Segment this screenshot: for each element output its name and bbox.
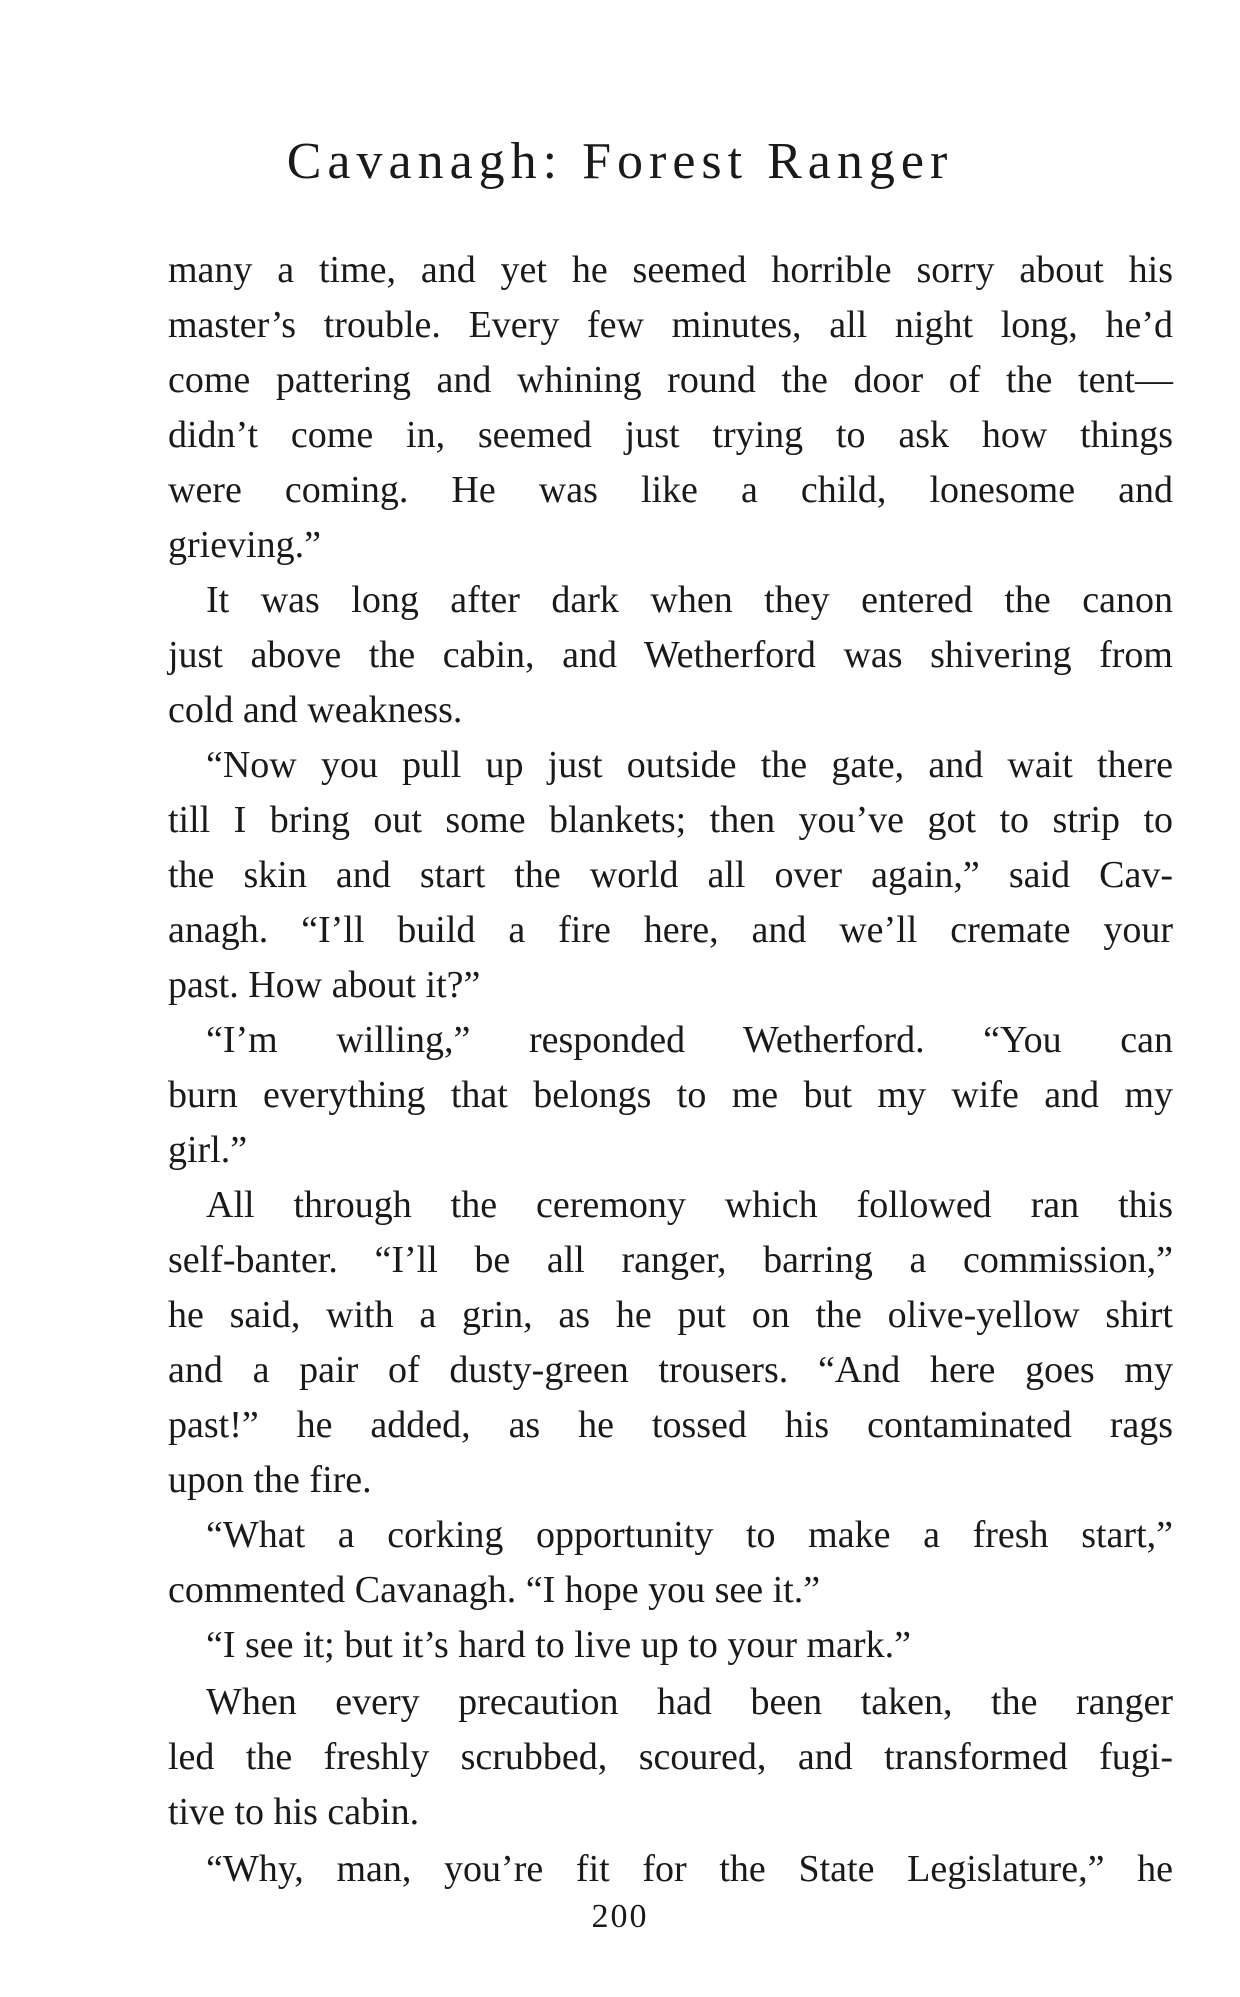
text-line: the skin and start the world all over again,” said Cav- (168, 854, 1173, 896)
running-head: Cavanagh: Forest Ranger (286, 133, 954, 190)
text-line: girl.” (168, 1129, 248, 1171)
text-line: master’s trouble. Every few minutes, all night long, he’d (168, 304, 1173, 346)
text-line: burn everything that belongs to me but my wife and my (168, 1074, 1173, 1116)
text-line: cold and weakness. (168, 689, 463, 731)
text-line: commented Cavanagh. “I hope you see it.” (168, 1569, 821, 1611)
text-line: many a time, and yet he seemed horrible sorry about his (168, 249, 1173, 291)
text-line: till I bring out some blankets; then you’ve got to strip to (168, 799, 1173, 841)
text-line: “I see it; but it’s hard to live up to your mark.” (206, 1624, 911, 1666)
text-line: All through the ceremony which followed ran this (206, 1184, 1173, 1226)
text-line: didn’t come in, seemed just trying to ask how things (168, 414, 1173, 456)
text-line: he said, with a grin, as he put on the olive-yellow shirt (168, 1294, 1173, 1336)
text-line: self-banter. “I’ll be all ranger, barring a commission,” (168, 1239, 1173, 1281)
page-number: 200 (591, 1898, 649, 1935)
text-line: led the freshly scrubbed, scoured, and transformed fugi- (168, 1736, 1173, 1778)
text-line: grieving.” (168, 524, 322, 566)
text-line: past. How about it?” (168, 964, 481, 1006)
text-line: come pattering and whining round the door of the tent— (168, 359, 1173, 401)
text-line: anagh. “I’ll build a fire here, and we’ll cremate your (168, 909, 1173, 951)
text-line: “I’m willing,” responded Wetherford. “You can (206, 1019, 1173, 1061)
text-line: tive to his cabin. (168, 1791, 420, 1833)
text-line: and a pair of dusty-green trousers. “And here goes my (168, 1349, 1173, 1391)
text-line: When every precaution had been taken, the ranger (206, 1681, 1173, 1723)
text-line: just above the cabin, and Wetherford was shivering from (168, 634, 1173, 676)
body-text (168, 243, 1173, 1897)
text-line: past!” he added, as he tossed his contaminated rags (168, 1404, 1173, 1446)
text-line: It was long after dark when they entered the canon (206, 579, 1173, 621)
text-line: “What a corking opportunity to make a fresh start,” (206, 1514, 1173, 1556)
text-line: “Now you pull up just outside the gate, and wait there (206, 744, 1173, 786)
text-line: were coming. He was like a child, lonesome and (168, 469, 1173, 511)
text-line: “Why, man, you’re fit for the State Legislature,” he (206, 1848, 1173, 1890)
text-line: upon the fire. (168, 1459, 372, 1501)
